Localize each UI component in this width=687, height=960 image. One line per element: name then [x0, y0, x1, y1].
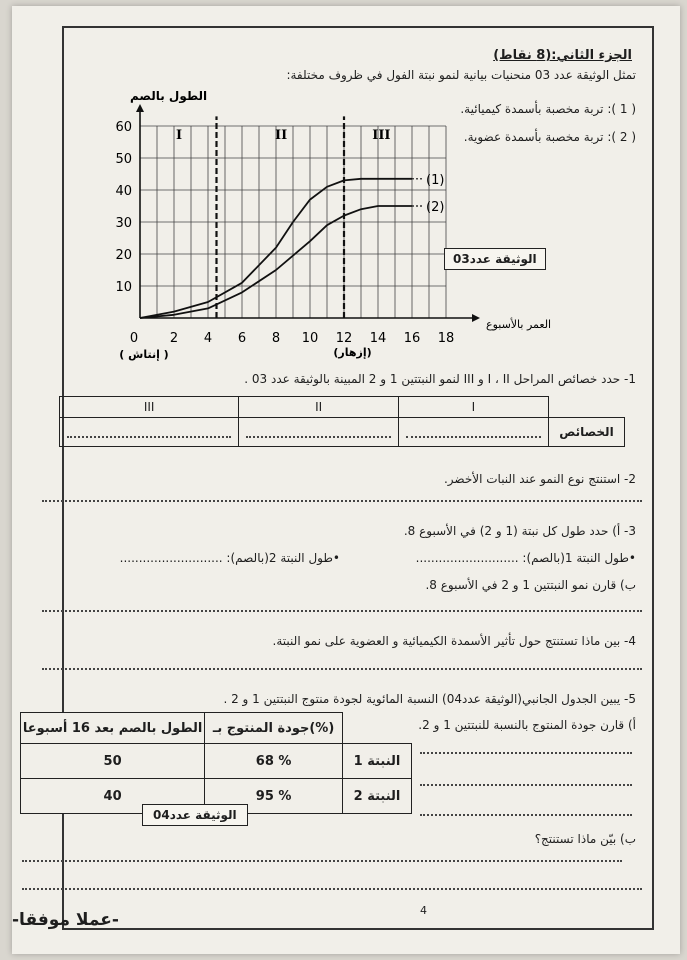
table-cell-length: 40 [21, 779, 205, 814]
header-stage-1: I [398, 397, 548, 418]
y-tick-label: 10 [115, 280, 132, 295]
answer-stage-1[interactable] [398, 418, 548, 447]
x-tick-label: 4 [203, 331, 213, 346]
header-empty [548, 397, 624, 418]
legend-1: ( 1 ): تربة مخصبة بأسمدة كيميائية. [460, 102, 636, 116]
q1-text: 1- حدد خصائص المراحل I ، II و III لنمو النبتتين 1 و 2 المبينة بالوثيقة عدد 03 . [244, 372, 636, 386]
flower-note: (إزهار) [333, 346, 372, 359]
y-tick-label: 40 [115, 184, 132, 199]
answer-line[interactable] [42, 500, 642, 502]
q3a-text: 3- أ) حدد طول كل نبتة (1 و 2) في الأسبوع 8. [403, 524, 636, 538]
answer-line[interactable] [420, 784, 632, 786]
table-header-row [60, 397, 625, 418]
closing-wish: -عملا موفقا- [12, 910, 119, 930]
y-axis-label: الطول بالصم [130, 89, 208, 103]
y-tick-label: 20 [115, 248, 132, 263]
plant1-length[interactable]: •طول النبتة 1(بالصم): ........................... [415, 551, 636, 565]
chart-labels [119, 89, 551, 361]
answer-line[interactable] [420, 752, 632, 754]
answer-line[interactable] [22, 888, 642, 890]
table-row [60, 418, 625, 447]
q4-text: 4- بين ماذا تستنتج حول تأثير الأسمدة الكيميائية و العضوية على نمو النبتة. [272, 634, 636, 648]
col-header-quality: جودة المنتوج بـ(%) [205, 713, 343, 744]
origin-note: ( إنتاش ) [119, 348, 169, 361]
q5a-text: أ) قارن جودة المنتوج بالنسبة للنبتتين 1 و 2. [418, 718, 636, 732]
legend-2: ( 2 ): تربة مخصبة بأسمدة عضوية. [463, 130, 636, 144]
q5b-text: ب) بيّن ماذا تستنتج؟ [534, 832, 636, 846]
x-tick-label: 6 [237, 331, 247, 346]
document-4-label: الوثيقة عدد04 [142, 804, 248, 826]
x-tick-label: 8 [271, 331, 281, 346]
quality-table [20, 712, 412, 814]
y-tick-label: 50 [115, 152, 132, 167]
chart-grid [140, 116, 446, 318]
q5-text: 5- يبين الجدول الجانبي(الوثيقة عدد04) النسبة المائوية لجودة منتوج النبتتين 1 و 2 . [223, 692, 636, 706]
document-3-label: الوثيقة عدد03 [444, 248, 546, 270]
x-tick-label: 2 [169, 331, 179, 346]
stage-label-2: II [275, 127, 288, 143]
x-tick-label: 12 [335, 331, 353, 346]
table-cell-plant: النبتة 1 [343, 744, 412, 779]
answer-stage-2[interactable] [239, 418, 399, 447]
q3b-text: ب) قارن نمو النبتتين 1 و 2 في الأسبوع 8. [425, 578, 636, 592]
col-header-length: الطول بالصم بعد 16 أسبوعا [21, 713, 205, 744]
section-title: الجزء الثاني:(8 نقاط) [493, 48, 632, 63]
curve-label-2: (2) [426, 200, 445, 215]
exam-sheet [12, 6, 680, 954]
header-stage-3: III [60, 397, 239, 418]
x-tick-label: 18 [437, 331, 455, 346]
table-cell-plant: النبتة 2 [343, 779, 412, 814]
curve-label-1: (1) [426, 172, 445, 188]
x-tick-label: 16 [403, 331, 421, 346]
intro-text: تمثل الوثيقة عدد 03 منحنيات بيانية لنمو نبتة الفول في ظروف مختلفة: [286, 68, 636, 82]
y-tick-label: 30 [115, 216, 132, 231]
answer-line[interactable] [42, 668, 642, 670]
row-label-characteristics: الخصائص [548, 418, 624, 447]
table-cell-quality: 68 % [205, 744, 343, 779]
answer-line[interactable] [22, 860, 622, 862]
y-tick-label: 60 [115, 120, 132, 135]
chart-series [140, 179, 424, 318]
col-header-empty [343, 713, 412, 744]
answer-stage-3[interactable] [60, 418, 239, 447]
x-tick-label: 14 [369, 331, 387, 346]
table-cell-quality: 95 % [205, 779, 343, 814]
stage-label-3: III [372, 127, 391, 143]
header-stage-2: II [239, 397, 399, 418]
answer-line[interactable] [42, 610, 642, 612]
q2-text: 2- استنتج نوع النمو عند النبات الأخضر. [443, 472, 636, 486]
x-axis-label: العمر بالأسبوع [486, 318, 552, 331]
x-tick-label: 0 [129, 331, 139, 346]
x-tick-label: 10 [301, 331, 319, 346]
answer-line[interactable] [420, 814, 632, 816]
page-number: 4 [420, 904, 427, 917]
characteristics-table [59, 396, 625, 447]
plant2-length[interactable]: •طول النبتة 2(بالصم): ........................... [119, 551, 340, 565]
x-axis-arrow-icon [472, 314, 480, 322]
y-axis-arrow-icon [136, 104, 144, 112]
table-cell-length: 50 [21, 744, 205, 779]
stage-label-1: I [176, 127, 183, 143]
